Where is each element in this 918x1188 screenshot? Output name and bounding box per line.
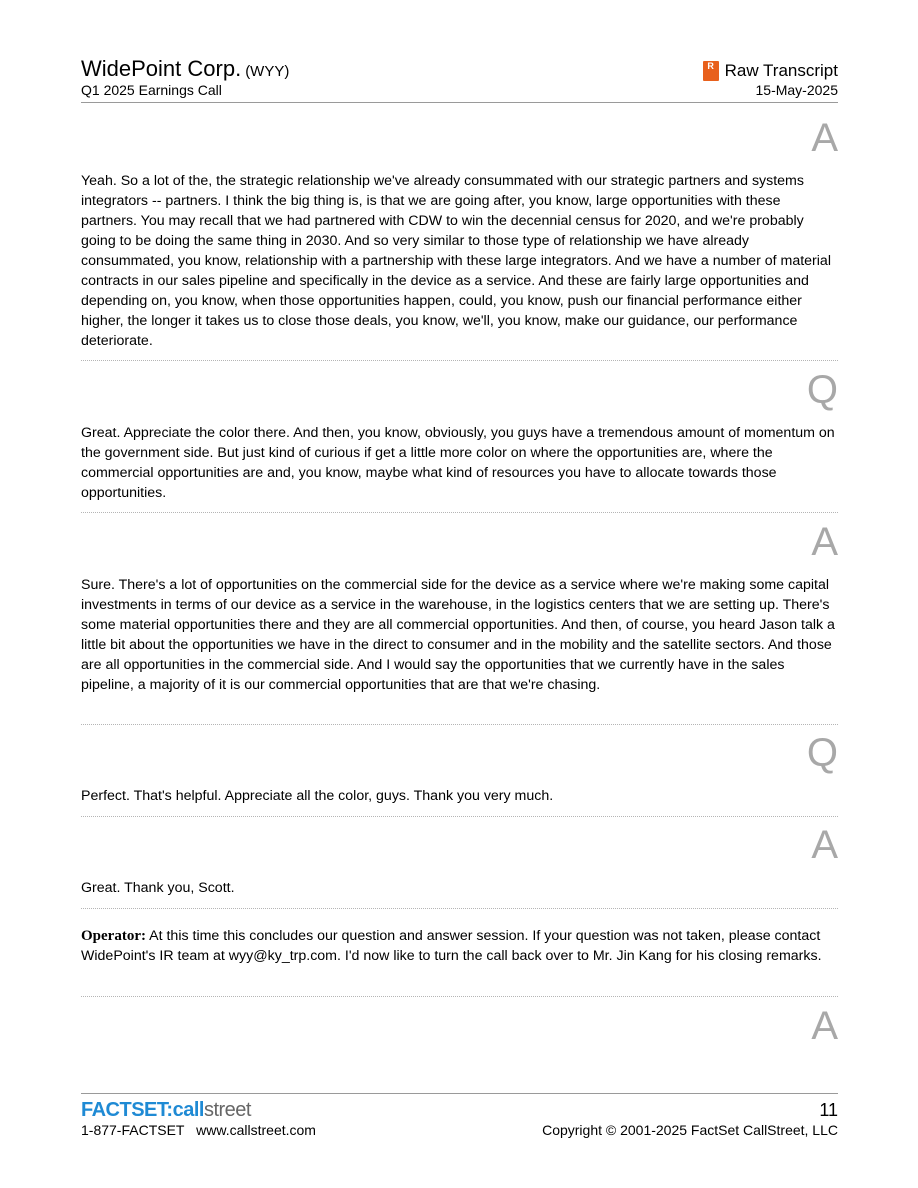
answer-paragraph: Great. Thank you, Scott. [81,880,235,896]
operator-text: At this time this concludes our question and answer session. If your question was not taken, please contact WidePoint's IR team at wyy@ky_trp.com. I'd now like to turn the call back over to Mr. Jin Kang for his closing remarks. [81,928,822,964]
company-name [81,56,289,85]
question-marker: Q [806,731,838,775]
question-paragraph: Perfect. That's helpful. Appreciate all the color, guys. Thank you very much. [81,788,554,804]
section-divider [81,360,838,361]
answer-paragraph: Sure. There's a lot of opportunities on the commercial side for the device as a service where we're making some capital investments in terms of our device as a service in the warehouse, in the logistics centers that we are setting up. There's some material opportunities there and they are all commercial opportunities. And then, of course, you heard Jason talk a little bit about the opportunities we have in the direct to consumer and in the mobility and the satellite sectors. And those are all opportunities in the commercial side. And I would say the opportunities that we currently have in the sales pipeline, a majority of it is our commercial opportunities that are that we're chasing. [81,577,835,693]
call-date: 15-May-2025 [755,82,838,98]
event-title: Q1 2025 Earnings Call [81,82,222,98]
website-link[interactable]: www.callstreet.com [196,1122,316,1138]
raw-transcript-icon: R [703,61,719,81]
answer-marker: A [811,116,838,160]
copyright-notice: Copyright © 2001-2025 FactSet CallStreet, LLC [542,1122,838,1138]
company-title: WidePoint Corp. [81,56,242,81]
answer-marker: A [811,1004,838,1048]
page-number: 11 [819,1100,838,1120]
transcript-type-label: Raw Transcript [724,61,838,80]
phone-number: 1-877-FACTSET [81,1122,185,1138]
section-divider [81,908,838,909]
footer-contact [81,1122,316,1138]
question-marker: Q [806,368,838,412]
section-divider [81,996,838,997]
section-divider [81,724,838,725]
footer-divider [81,1093,838,1094]
factset-callstreet-logo: FACTSET:callstreet [81,1099,251,1121]
transcript-badge [703,60,838,82]
question-paragraph: Great. Appreciate the color there. And then, you know, obviously, you guys have a tremendous amount of momentum on the government side. But just kind of curious if get a little more color on where the opportunities are, where the commercial opportunities are and, you know, maybe what kind of resources you have to allocate towards those opportunities. [81,425,835,501]
section-divider [81,512,838,513]
answer-marker: A [811,520,838,564]
answer-marker: A [811,823,838,867]
ticker-symbol: (WYY) [245,63,290,80]
answer-paragraph: Yeah. So a lot of the, the strategic relationship we've already consummated with our strategic partners and systems integrators -- partners. I think the big thing is, is that we are going after, you know, large opportunities with these partners. You may recall that we had partnered with CDW to win the decennial census for 2020, and we're probably going to be doing the same thing in 2030. And so very similar to those type of relationship we have already consummated, you know, relationship with a partnership with these large integrators. And we have a number of material contracts in our sales pipeline and specifically in the device as a service. And these are fairly large opportunities and depending on, you know, when those opportunities happen, could, you know, push our financial performance either higher, the longer it takes us to close those deals, you know, we'll, you know, make our guidance, our performance deteriorate. [81,173,831,349]
operator-paragraph [81,926,838,966]
operator-label: Operator: [81,928,146,944]
page-header [81,56,838,103]
section-divider [81,816,838,817]
